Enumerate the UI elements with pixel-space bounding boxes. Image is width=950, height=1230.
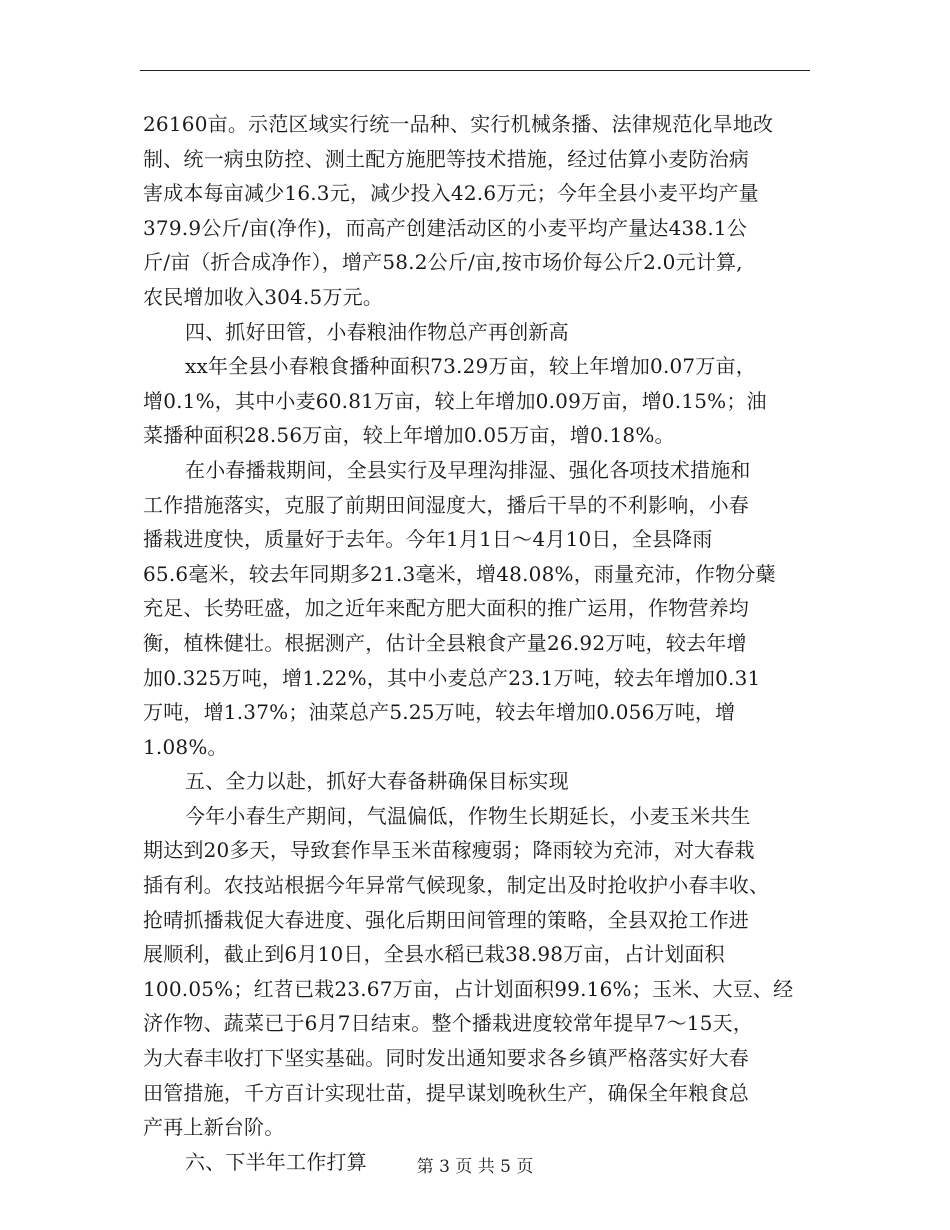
text-line: 害成本每亩减少16.3元，减少投入42.6万元；今年全县小麦平均产量 [143,181,759,206]
text-line: xx年全县小春粮食播种面积73.29万亩，较上年增加0.07万亩， [185,354,756,379]
text-line: 万吨，增1.37%；油菜总产5.25万吨，较去年增加0.056万吨，增 [143,700,736,725]
text-line: 26160亩。示范区域实行统一品种、实行机械条播、法律规范化旱地改 [143,112,774,136]
text-line: 济作物、蔬菜已于6月7日结束。整个播栽进度较常年提早7～15天， [143,1011,754,1036]
text-line: 抢晴抓播栽促大春进度、强化后期田间管理的策略，全县双抢工作进 [143,907,749,932]
text-line: 制、统一病虫防控、测土配方施肥等技术措施，经过估算小麦防治病 [143,146,749,171]
text-line: 播栽进度快，质量好于去年。今年1月1日～4月10日，全县降雨 [143,527,713,552]
text-line: 为大春丰收打下坚实基础。同时发出通知要求各乡镇严格落实好大春 [143,1046,749,1071]
text-line: 在小春播栽期间，全县实行及早理沟排湿、强化各项技术措施和 [185,457,751,482]
page-footer: 第 3 页 共 5 页 [416,1157,534,1177]
text-line: 展顺利，截止到6月10日，全县水稻已栽38.98万亩，占计划面积 [143,942,725,967]
document-body [143,107,813,1179]
text-line: 菜播种面积28.56万亩，较上年增加0.05万亩，增0.18%。 [143,423,675,448]
text-line: 六、下半年工作打算 [185,1149,367,1174]
text-line: 产再上新台阶。 [143,1115,285,1140]
text-line: 衡，植株健壮。根据测产，估计全县粮食产量26.92万吨，较去年增 [143,630,747,655]
text-line: 田管措施，千方百计实现壮苗，提早谋划晚秋生产，确保全年粮食总 [143,1080,749,1105]
text-line: 增0.1%，其中小麦60.81万亩，较上年增加0.09万亩，增0.15%；油 [143,388,767,413]
text-line: 379.9公斤/亩(净作)，而高产创建活动区的小麦平均产量达438.1公 [143,215,748,240]
text-line: 工作措施落实，克服了前期田间湿度大，播后干旱的不利影响，小春 [143,492,749,517]
text-line: 五、全力以赴，抓好大春备耕确保目标实现 [185,769,569,794]
text-line: 四、抓好田管，小春粮油作物总产再创新高 [185,319,569,344]
text-line: 加0.325万吨，增1.22%，其中小麦总产23.1万吨，较去年增加0.31 [143,665,761,690]
text-line: 插有利。农技站根据今年异常气候现象，制定出及时抢收护小春丰收、 [143,873,770,898]
text-line: 期达到20多天，导致套作旱玉米苗稼瘦弱；降雨较为充沛，对大春栽 [143,838,755,863]
text-line: 65.6毫米，较去年同期多21.3毫米，增48.08%，雨量充沛，作物分蘖 [143,561,776,586]
text-line: 农民增加收入304.5万元。 [143,284,384,309]
text-line: 斤/亩（折合成净作），增产58.2公斤/亩,按市场价每公斤2.0元计算, [143,250,743,275]
header-rule [140,70,810,71]
text-line: 100.05%；红苕已栽23.67万亩，占计划面积99.16%；玉米、大豆、经 [143,976,794,1001]
text-line: 1.08%。 [143,734,228,759]
text-line: 充足、长势旺盛，加之近年来配方肥大面积的推广运用，作物营养均 [143,596,749,621]
text-line: 今年小春生产期间，气温偏低，作物生长期延长，小麦玉米共生 [185,803,751,828]
